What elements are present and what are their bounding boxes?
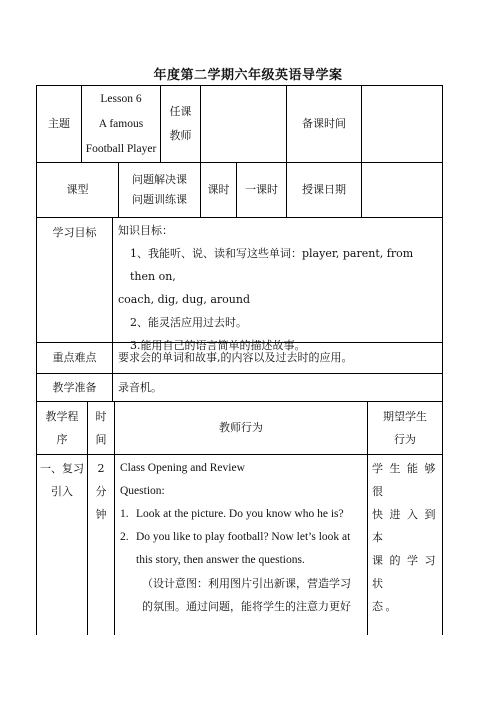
question-2-text-line1: Do you like to play football? Now let’s look at	[136, 531, 351, 543]
step1-time-line1: 2	[97, 462, 105, 475]
goals-heading: 知识目标：	[118, 224, 173, 237]
rule-label-column	[112, 217, 113, 401]
step1-question-2	[120, 526, 364, 549]
step1-question-label: Question:	[120, 485, 165, 497]
step1-time-line2: 分	[95, 485, 107, 498]
step1-heading: Class Opening and Review	[120, 462, 245, 474]
teaching-date-label: 授课日期	[302, 183, 346, 196]
teacher-label-line1: 任课	[169, 105, 192, 118]
time-header-line1: 时	[95, 410, 107, 423]
lesson-type-line2: 问题训练课	[132, 193, 187, 206]
expected-line1: 学生能够很	[372, 462, 438, 498]
procedure-header	[37, 402, 87, 454]
document-title: 年度第二学期六年级英语导学案	[153, 68, 343, 83]
expected-header-line2: 行为	[394, 433, 416, 446]
goals-item1-line2: coach, dig, dug, around	[118, 293, 250, 306]
goals-item2: 2、能灵活应用过去时。	[130, 316, 247, 329]
step1-procedure-line1: 一、复习	[40, 462, 84, 475]
hours-value: 一课时	[245, 183, 278, 196]
table-border-right	[442, 85, 443, 635]
expected-behavior-header	[368, 402, 442, 454]
expected-line4: 态。	[372, 600, 399, 613]
theme-label: 主题	[48, 117, 70, 130]
question-2-text-line2: this story, then answer the questions.	[136, 554, 305, 566]
expected-header-line1: 期望学生	[383, 410, 427, 423]
teaching-prep-label: 教学准备	[52, 380, 97, 394]
teacher-value	[201, 86, 286, 162]
lesson-plan-table	[36, 85, 443, 635]
goals-item1-line1: 1、我能听、说、读和写这些单词：player, parent, from then on,	[130, 247, 414, 283]
procedure-header-line2: 序	[56, 433, 68, 446]
time-header-line2: 间	[95, 433, 107, 446]
teaching-prep-value: 录音机。	[118, 380, 162, 394]
lesson-name-line1: A famous	[98, 117, 144, 130]
prep-time-value	[362, 86, 442, 162]
teacher-label	[161, 86, 200, 162]
step1-question-1	[120, 503, 364, 526]
step1-procedure	[37, 457, 87, 503]
expected-line3: 课的学习状	[372, 554, 438, 590]
lesson-name-line2: Football Player	[85, 142, 157, 155]
step1-procedure-line2: 引入	[51, 485, 73, 498]
time-header	[88, 402, 114, 454]
teacher-label-line2: 教师	[169, 129, 192, 142]
step1-expected-behavior	[372, 457, 438, 618]
step1-time-line3: 钟	[95, 508, 107, 521]
lesson-type-value	[119, 163, 200, 217]
learning-goals-content	[118, 219, 440, 357]
teacher-behavior-header: 教师行为	[219, 421, 263, 434]
lesson-type-label: 课型	[66, 183, 89, 196]
key-points-label: 重点难点	[52, 351, 97, 364]
rule-process-header-bottom	[36, 454, 443, 455]
hours-label: 课时	[207, 183, 230, 196]
design-intent-line1: （设计意图：利用图片引出新课，营造学习	[142, 577, 351, 590]
goals-item3: 3.能用自己的语言简单的描述故事。	[130, 339, 306, 352]
question-1-text: Look at the picture. Do you know who he is?	[136, 508, 344, 520]
teaching-date-value	[362, 163, 442, 217]
learning-goals-label: 学习目标	[52, 226, 97, 239]
lesson-type-line1: 问题解决课	[132, 173, 187, 186]
key-points-value: 要求会的单词和故事,的内容以及过去时的应用。	[118, 351, 353, 364]
prep-time-label: 备课时间	[302, 117, 346, 130]
question-1-number: 1.	[120, 508, 129, 520]
question-2-number: 2.	[120, 531, 129, 543]
step1-teacher-behavior	[120, 457, 364, 618]
rule-row2-bottom	[36, 217, 443, 218]
lesson-number: Lesson 6	[100, 92, 142, 105]
step1-question-2-cont	[120, 549, 364, 572]
design-intent-line2: 的氛围。通过问题，能将学生的注意力更好	[142, 600, 351, 613]
expected-line2: 快进入到本	[372, 508, 438, 544]
procedure-header-line1: 教学程	[45, 410, 79, 423]
step1-time	[88, 457, 114, 526]
lesson-title	[82, 86, 160, 162]
